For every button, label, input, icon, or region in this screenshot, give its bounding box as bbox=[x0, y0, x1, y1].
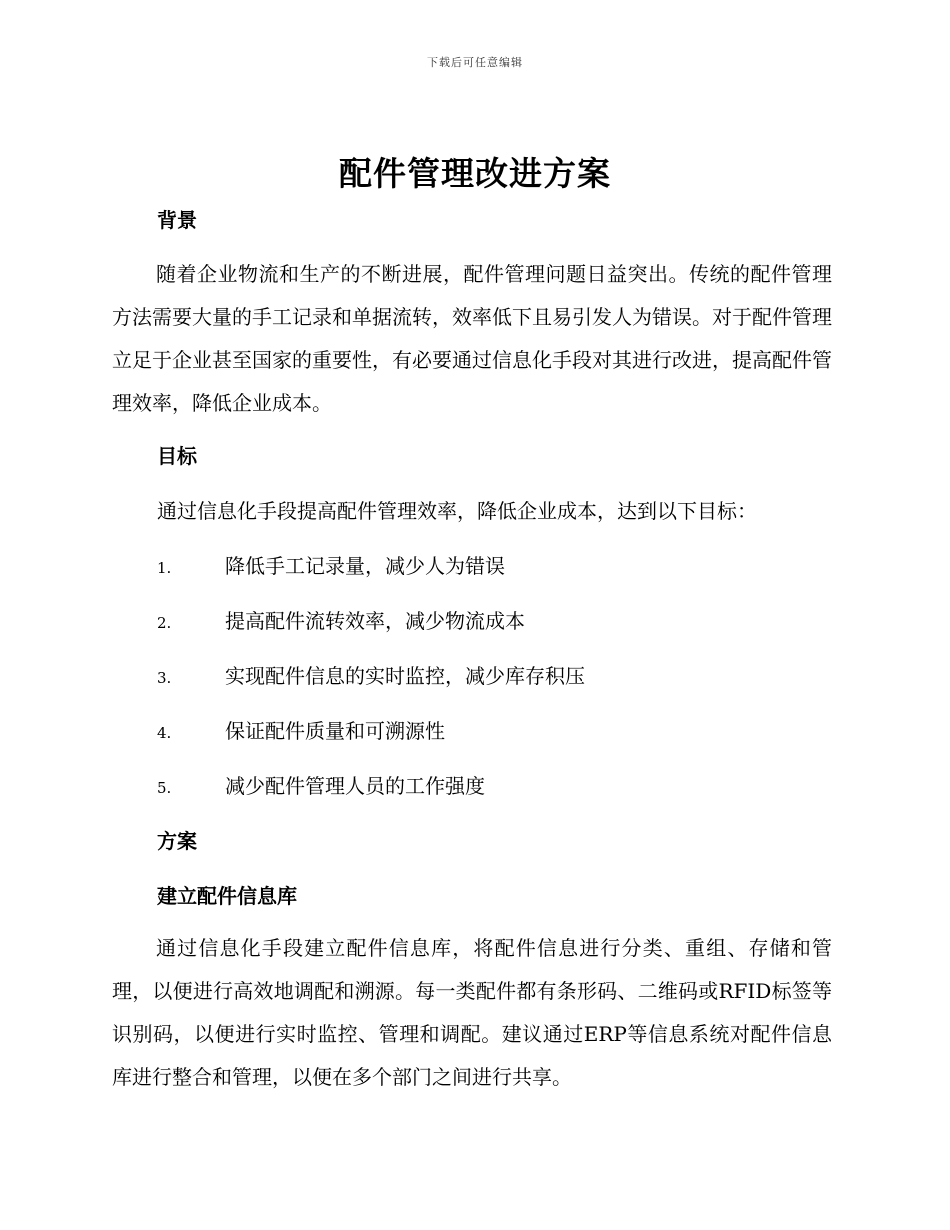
subheading-parts-database: 建立配件信息库 bbox=[157, 884, 297, 908]
paragraph-plan: 通过信息化手段建立配件信息库，将配件信息进行分类、重组、存储和管理，以便进行高效地调配和溯源。每一类配件都有条形码、二维码或RFID标签等识别码，以便进行实时监控、管理和调配。建议通过ERP等信息系统对配件信息库进行整合和管理，以便在多个部门之间进行共享。 bbox=[112, 936, 832, 1089]
list-number: 5. bbox=[157, 779, 172, 797]
list-text: 实现配件信息的实时监控，减少库存积压 bbox=[225, 664, 585, 688]
list-number: 3. bbox=[157, 669, 172, 687]
document-title: 配件管理改进方案 bbox=[339, 154, 611, 193]
heading-plan: 方案 bbox=[157, 829, 197, 853]
heading-background: 背景 bbox=[157, 208, 197, 232]
list-text: 保证配件质量和可溯源性 bbox=[225, 719, 445, 743]
goals-intro: 通过信息化手段提高配件管理效率，降低企业成本，达到以下目标： bbox=[157, 499, 757, 523]
list-text: 提高配件流转效率，减少物流成本 bbox=[225, 609, 525, 633]
heading-goals: 目标 bbox=[157, 444, 197, 468]
list-text: 降低手工记录量，减少人为错误 bbox=[225, 554, 505, 578]
list-number: 2. bbox=[157, 614, 172, 632]
paragraph-background: 随着企业物流和生产的不断进展，配件管理问题日益突出。传统的配件管理方法需要大量的手工记录和单据流转，效率低下且易引发人为错误。对于配件管理立足于企业甚至国家的重要性，有必要通过信息化手段对其进行改进，提高配件管理效率，降低企业成本。 bbox=[112, 262, 832, 415]
header-note: 下载后可任意编辑 bbox=[427, 56, 523, 69]
list-text: 减少配件管理人员的工作强度 bbox=[225, 774, 485, 798]
list-number: 1. bbox=[157, 559, 172, 577]
list-number: 4. bbox=[157, 724, 172, 742]
